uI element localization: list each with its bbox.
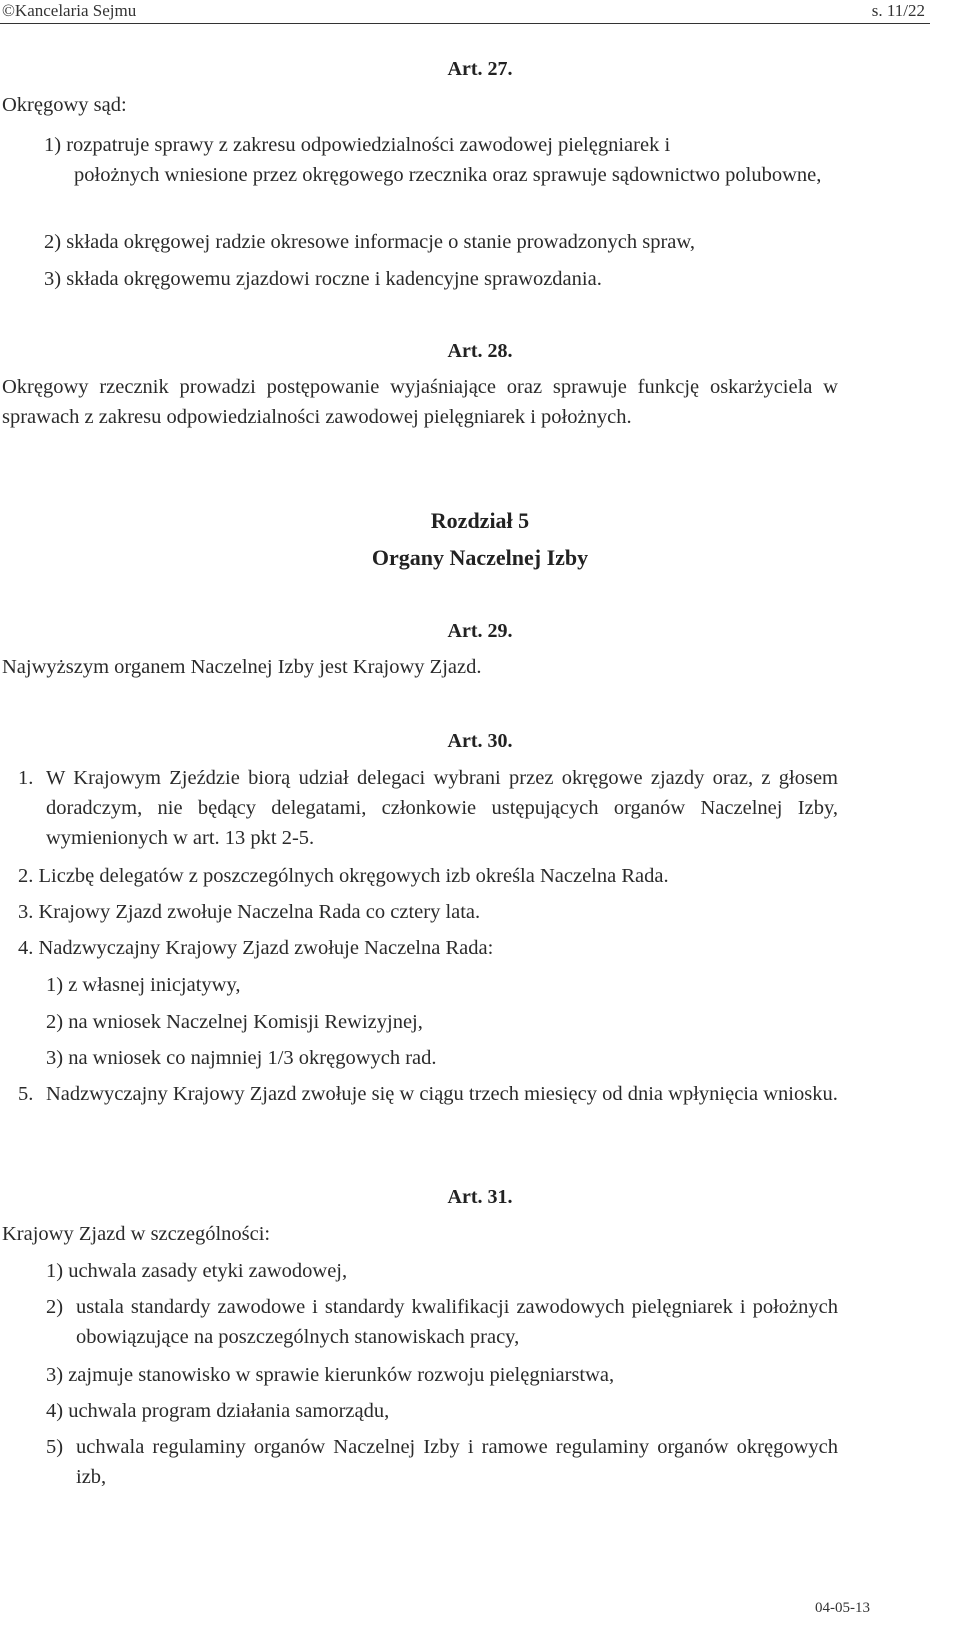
- article-30-p4-item-3: 3) na wniosek co najmniej 1/3 okręgowych rad.: [46, 1047, 437, 1069]
- article-30-p5-number: 5.: [18, 1083, 34, 1105]
- chapter-title: Organy Naczelnej Izby: [371, 545, 589, 570]
- article-30-p4: 4. Nadzwyczajny Krajowy Zjazd zwołuje Naczelna Rada:: [18, 937, 494, 959]
- article-30-p4-item-1: 1) z własnej inicjatywy,: [46, 974, 241, 996]
- article-27-title: Art. 27.: [447, 58, 513, 80]
- article-31-item-5-text: uchwala regulaminy organów Naczelnej Izby i ramowe regulaminy organów okręgowych izb,: [76, 1436, 838, 1488]
- article-27-item-1-cont: położnych wniesione przez okręgowego rzecznika oraz sprawuje sądownictwo polubowne,: [74, 164, 822, 186]
- article-31-intro: Krajowy Zjazd w szczególności:: [2, 1223, 271, 1245]
- article-30-p2: 2. Liczbę delegatów z poszczególnych okręgowych izb określa Naczelna Rada.: [18, 865, 669, 887]
- article-30-title: Art. 30.: [447, 730, 513, 752]
- article-29-title: Art. 29.: [447, 620, 513, 642]
- article-30-p1-text: W Krajowym Zjeździe biorą udział delegaci wybrani przez okręgowe zjazdy oraz, z głosem doradczym, nie będący delegatami, członkowie ustępujących organów Naczelnej Izby, wymienionych w art. 13 pkt 2-5.: [46, 767, 838, 849]
- article-31-item-1: 1) uchwala zasady etyki zawodowej,: [46, 1260, 348, 1282]
- article-31-item-2-number: 2): [46, 1296, 64, 1318]
- article-29-text: Najwyższym organem Naczelnej Izby jest Krajowy Zjazd.: [2, 656, 482, 678]
- article-28-text: Okręgowy rzecznik prowadzi postępowanie wyjaśniające oraz sprawuje funkcję oskarżyciela w sprawach z zakresu odpowiedzialności zawodowej pielęgniarek i położnych.: [2, 376, 838, 428]
- article-27-item-3: 3) składa okręgowemu zjazdowi roczne i kadencyjne sprawozdania.: [44, 268, 602, 290]
- article-31-item-3: 3) zajmuje stanowisko w sprawie kierunków rozwoju pielęgniarstwa,: [46, 1364, 615, 1386]
- article-31-item-5-number: 5): [46, 1436, 64, 1458]
- article-31-item-2-text: ustala standardy zawodowe i standardy kwalifikacji zawodowych pielęgniarek i położnych obowiązujące na poszczególnych stanowiskach pracy,: [76, 1296, 838, 1348]
- header-source: ©Kancelaria Sejmu: [2, 1, 137, 20]
- article-28-title: Art. 28.: [447, 340, 513, 362]
- article-30-p1-number: 1.: [18, 767, 34, 789]
- article-27-item-2: 2) składa okręgowej radzie okresowe informacje o stanie prowadzonych spraw,: [44, 231, 696, 253]
- article-30-p3: 3. Krajowy Zjazd zwołuje Naczelna Rada co cztery lata.: [18, 901, 481, 923]
- article-27-item-1: 1) rozpatruje sprawy z zakresu odpowiedzialności zawodowej pielęgniarek i: [44, 134, 671, 156]
- article-30-p4-item-2: 2) na wniosek Naczelnej Komisji Rewizyjnej,: [46, 1011, 423, 1033]
- article-31-item-4: 4) uchwala program działania samorządu,: [46, 1400, 390, 1422]
- chapter-number: Rozdział 5: [430, 508, 530, 533]
- footer-date: 04-05-13: [815, 1600, 870, 1616]
- page-number: s. 11/22: [871, 1, 925, 20]
- article-31-title: Art. 31.: [447, 1186, 513, 1208]
- article-27-intro: Okręgowy sąd:: [2, 94, 127, 116]
- header-divider: [0, 23, 930, 24]
- article-30-p5-text: Nadzwyczajny Krajowy Zjazd zwołuje się w ciągu trzech miesięcy od dnia wpłynięcia wniosku.: [46, 1083, 838, 1105]
